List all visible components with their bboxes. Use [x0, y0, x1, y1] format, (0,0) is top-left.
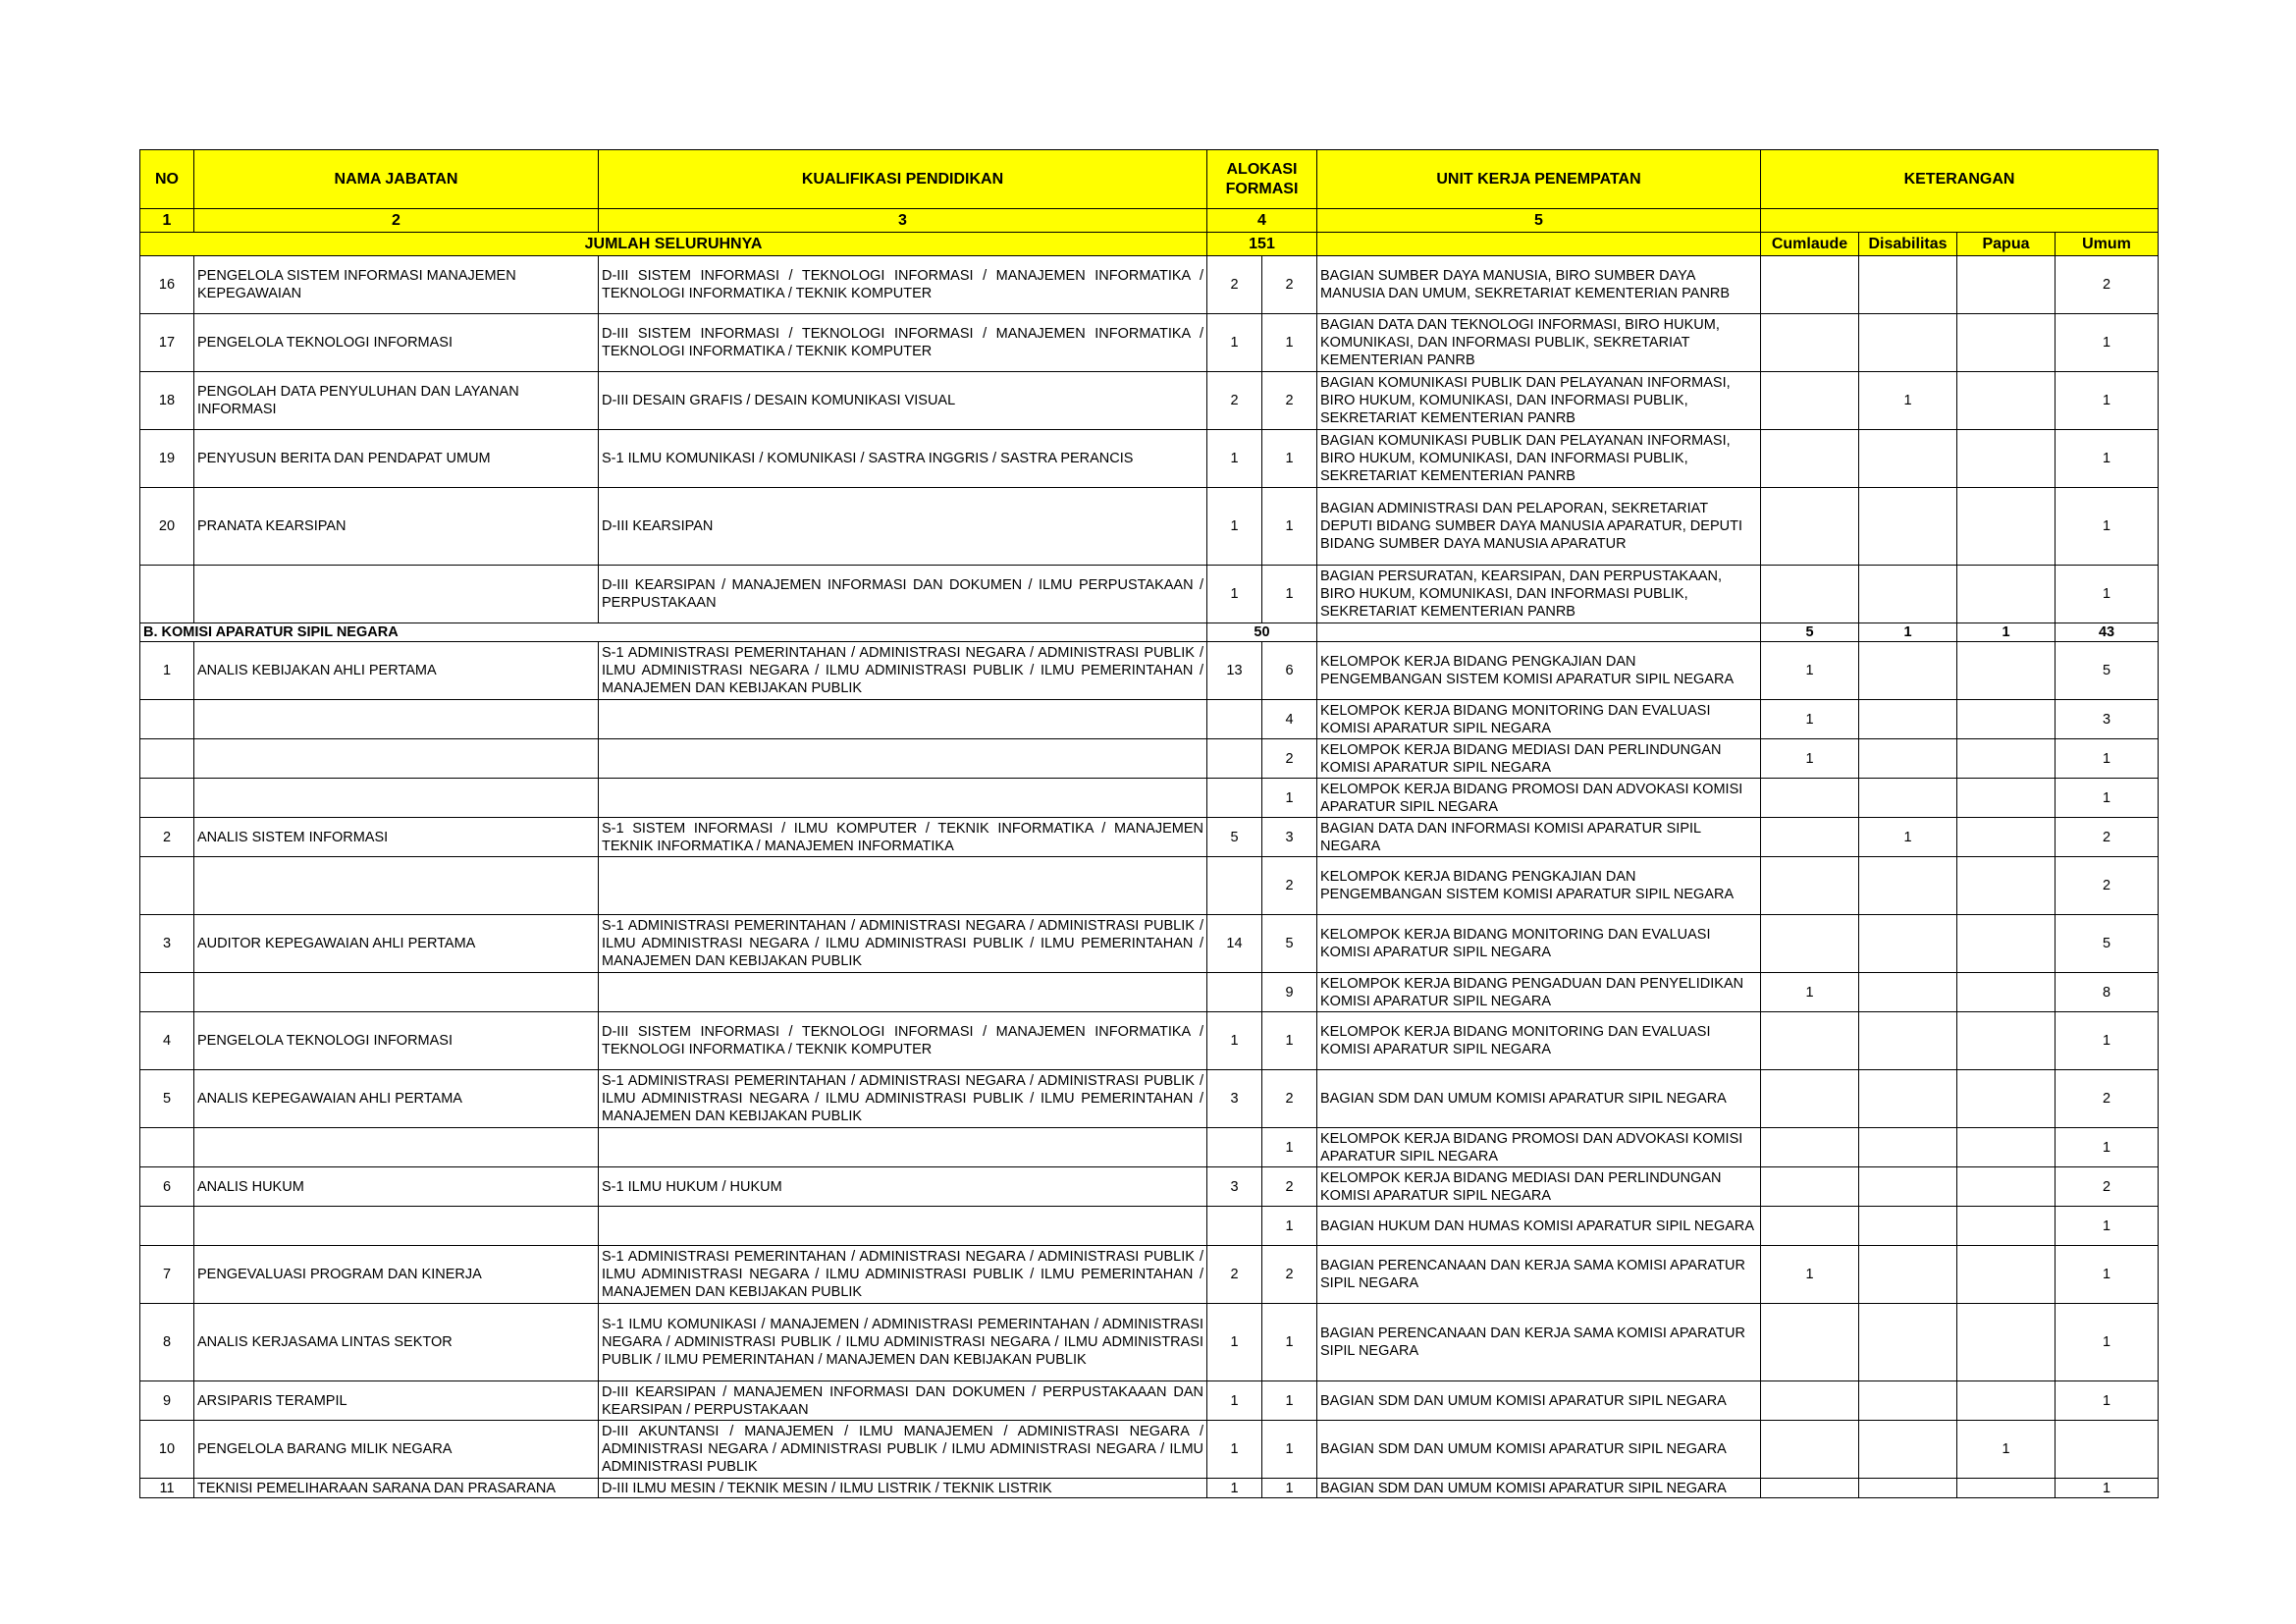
row-kualifikasi: D-III AKUNTANSI / MANAJEMEN / ILMU MANAJEMEN / ADMINISTRASI NEGARA / ADMINISTRASI NEGARA / ADMINISTRASI PUBLIK / ILMU ADMINISTRASI NEGARA / ILMU ADMINISTRASI PUBLIK — [599, 1421, 1207, 1479]
row-cumlaude — [1761, 857, 1859, 915]
row-kualifikasi — [599, 857, 1207, 915]
row-cumlaude: 1 — [1761, 739, 1859, 779]
row-disabilitas — [1859, 700, 1957, 739]
row-nama-jabatan: PENGEVALUASI PROGRAM DAN KINERJA — [194, 1246, 599, 1304]
row-alokasi-unit: 1 — [1262, 1304, 1317, 1381]
row-unit-kerja: BAGIAN DATA DAN INFORMASI KOMISI APARATUR SIPIL NEGARA — [1317, 818, 1761, 857]
row-alokasi-unit: 2 — [1262, 857, 1317, 915]
row-alokasi-total — [1207, 857, 1262, 915]
row-cumlaude — [1761, 1479, 1859, 1498]
row-nama-jabatan: ANALIS KEPEGAWAIAN AHLI PERTAMA — [194, 1070, 599, 1128]
row-alokasi-unit: 1 — [1262, 779, 1317, 818]
row-alokasi-total: 1 — [1207, 1304, 1262, 1381]
subheader-disabilitas: Disabilitas — [1859, 233, 1957, 256]
row-alokasi-unit: 2 — [1262, 739, 1317, 779]
section-b-row — [140, 623, 2159, 642]
table-row — [140, 973, 2159, 1012]
row-kualifikasi: D-III SISTEM INFORMASI / TEKNOLOGI INFORMASI / MANAJEMEN INFORMATIKA / TEKNOLOGI INFORMATIKA / TEKNIK KOMPUTER — [599, 256, 1207, 314]
row-no — [140, 857, 194, 915]
row-cumlaude — [1761, 1304, 1859, 1381]
total-value: 151 — [1207, 233, 1317, 256]
row-no: 10 — [140, 1421, 194, 1479]
row-no: 4 — [140, 1012, 194, 1070]
row-no — [140, 973, 194, 1012]
row-nama-jabatan — [194, 857, 599, 915]
row-no: 6 — [140, 1167, 194, 1207]
row-alokasi-unit: 1 — [1262, 1421, 1317, 1479]
row-kualifikasi: D-III DESAIN GRAFIS / DESAIN KOMUNIKASI VISUAL — [599, 372, 1207, 430]
row-disabilitas — [1859, 779, 1957, 818]
row-nama-jabatan: ARSIPARIS TERAMPIL — [194, 1381, 599, 1421]
row-cumlaude: 1 — [1761, 700, 1859, 739]
row-kualifikasi: D-III SISTEM INFORMASI / TEKNOLOGI INFORMASI / MANAJEMEN INFORMATIKA / TEKNOLOGI INFORMATIKA / TEKNIK KOMPUTER — [599, 314, 1207, 372]
row-alokasi-total: 1 — [1207, 488, 1262, 566]
section-b-cumlaude: 5 — [1761, 623, 1859, 642]
total-label: JUMLAH SELURUHNYA — [140, 233, 1207, 256]
row-alokasi-total: 13 — [1207, 642, 1262, 700]
row-kualifikasi: S-1 ADMINISTRASI PEMERINTAHAN / ADMINISTRASI NEGARA / ADMINISTRASI PUBLIK / ILMU ADMINISTRASI NEGARA / ILMU ADMINISTRASI PUBLIK / ILMU PEMERINTAHAN / MANAJEMEN DAN KEBIJAKAN PUBLIK — [599, 642, 1207, 700]
table-row — [140, 642, 2159, 700]
row-alokasi-unit: 1 — [1262, 566, 1317, 623]
row-nama-jabatan: TEKNISI PEMELIHARAAN SARANA DAN PRASARANA — [194, 1479, 599, 1498]
row-nama-jabatan — [194, 1207, 599, 1246]
row-alokasi-unit: 1 — [1262, 1479, 1317, 1498]
row-unit-kerja: BAGIAN SDM DAN UMUM KOMISI APARATUR SIPIL NEGARA — [1317, 1381, 1761, 1421]
row-umum: 1 — [2056, 566, 2159, 623]
row-umum: 1 — [2056, 1128, 2159, 1167]
section-b-blank — [1317, 623, 1761, 642]
row-nama-jabatan: ANALIS KEBIJAKAN AHLI PERTAMA — [194, 642, 599, 700]
row-nama-jabatan: ANALIS HUKUM — [194, 1167, 599, 1207]
row-disabilitas — [1859, 1207, 1957, 1246]
row-cumlaude — [1761, 372, 1859, 430]
row-unit-kerja: BAGIAN SUMBER DAYA MANUSIA, BIRO SUMBER DAYA MANUSIA DAN UMUM, SEKRETARIAT KEMENTERIAN PANRB — [1317, 256, 1761, 314]
row-umum: 8 — [2056, 973, 2159, 1012]
row-cumlaude — [1761, 1012, 1859, 1070]
row-papua — [1957, 857, 2056, 915]
row-alokasi-unit: 4 — [1262, 700, 1317, 739]
col-number-5: 5 — [1317, 209, 1761, 233]
row-kualifikasi: D-III ILMU MESIN / TEKNIK MESIN / ILMU LISTRIK / TEKNIK LISTRIK — [599, 1479, 1207, 1498]
row-nama-jabatan — [194, 566, 599, 623]
row-cumlaude — [1761, 256, 1859, 314]
col-number-4: 4 — [1207, 209, 1317, 233]
row-cumlaude — [1761, 1421, 1859, 1479]
row-alokasi-unit: 1 — [1262, 1012, 1317, 1070]
header-unit-kerja: UNIT KERJA PENEMPATAN — [1317, 150, 1761, 209]
row-unit-kerja: BAGIAN KOMUNIKASI PUBLIK DAN PELAYANAN INFORMASI, BIRO HUKUM, KOMUNIKASI, DAN INFORMASI PUBLIK, SEKRETARIAT KEMENTERIAN PANRB — [1317, 430, 1761, 488]
row-umum: 5 — [2056, 915, 2159, 973]
row-unit-kerja: BAGIAN SDM DAN UMUM KOMISI APARATUR SIPIL NEGARA — [1317, 1479, 1761, 1498]
row-disabilitas: 1 — [1859, 818, 1957, 857]
row-papua — [1957, 1246, 2056, 1304]
row-umum: 1 — [2056, 488, 2159, 566]
row-umum: 1 — [2056, 430, 2159, 488]
row-unit-kerja: BAGIAN PERSURATAN, KEARSIPAN, DAN PERPUSTAKAAN, BIRO HUKUM, KOMUNIKASI, DAN INFORMASI PUBLIK, SEKRETARIAT KEMENTERIAN PANRB — [1317, 566, 1761, 623]
row-alokasi-total: 1 — [1207, 1421, 1262, 1479]
row-kualifikasi: S-1 ILMU KOMUNIKASI / MANAJEMEN / ADMINISTRASI PEMERINTAHAN / ADMINISTRASI NEGARA / ADMINISTRASI PUBLIK / ILMU ADMINISTRASI NEGARA / ILMU ADMINISTRASI PUBLIK / ILMU PEMERINTAHAN / MANAJEMEN DAN KEBIJAKAN PUBLIK — [599, 1304, 1207, 1381]
row-unit-kerja: KELOMPOK KERJA BIDANG MONITORING DAN EVALUASI KOMISI APARATUR SIPIL NEGARA — [1317, 1012, 1761, 1070]
row-no — [140, 700, 194, 739]
table-row — [140, 1381, 2159, 1421]
column-number-row — [140, 209, 2159, 233]
header-nama-jabatan: NAMA JABATAN — [194, 150, 599, 209]
row-no — [140, 739, 194, 779]
row-alokasi-total — [1207, 739, 1262, 779]
row-alokasi-total: 1 — [1207, 314, 1262, 372]
row-no: 18 — [140, 372, 194, 430]
row-no — [140, 566, 194, 623]
row-kualifikasi: D-III KEARSIPAN / MANAJEMEN INFORMASI DAN DOKUMEN / PERPUSTAKAAAN DAN KEARSIPAN / PERPUSTAKAAN — [599, 1381, 1207, 1421]
row-no: 19 — [140, 430, 194, 488]
row-nama-jabatan — [194, 739, 599, 779]
row-disabilitas — [1859, 739, 1957, 779]
row-cumlaude — [1761, 314, 1859, 372]
row-alokasi-total — [1207, 973, 1262, 1012]
row-unit-kerja: BAGIAN DATA DAN TEKNOLOGI INFORMASI, BIRO HUKUM, KOMUNIKASI, DAN INFORMASI PUBLIK, SEKRETARIAT KEMENTERIAN PANRB — [1317, 314, 1761, 372]
row-alokasi-unit: 2 — [1262, 372, 1317, 430]
row-no: 2 — [140, 818, 194, 857]
row-nama-jabatan: ANALIS SISTEM INFORMASI — [194, 818, 599, 857]
row-alokasi-unit: 1 — [1262, 488, 1317, 566]
row-umum: 2 — [2056, 857, 2159, 915]
row-papua — [1957, 739, 2056, 779]
row-cumlaude: 1 — [1761, 1246, 1859, 1304]
row-alokasi-unit: 2 — [1262, 1246, 1317, 1304]
row-alokasi-unit: 1 — [1262, 1381, 1317, 1421]
section-b-total: 50 — [1207, 623, 1317, 642]
row-kualifikasi: S-1 ADMINISTRASI PEMERINTAHAN / ADMINISTRASI NEGARA / ADMINISTRASI PUBLIK / ILMU ADMINISTRASI NEGARA / ILMU ADMINISTRASI PUBLIK / ILMU PEMERINTAHAN / MANAJEMEN DAN KEBIJAKAN PUBLIK — [599, 1070, 1207, 1128]
row-disabilitas — [1859, 1128, 1957, 1167]
row-papua — [1957, 1304, 2056, 1381]
row-alokasi-unit: 9 — [1262, 973, 1317, 1012]
row-kualifikasi: S-1 SISTEM INFORMASI / ILMU KOMPUTER / TEKNIK INFORMATIKA / MANAJEMEN TEKNIK INFORMATIKA / MANAJEMEN INFORMATIKA — [599, 818, 1207, 857]
table-row — [140, 256, 2159, 314]
row-unit-kerja: KELOMPOK KERJA BIDANG PENGADUAN DAN PENYELIDIKAN KOMISI APARATUR SIPIL NEGARA — [1317, 973, 1761, 1012]
row-no: 9 — [140, 1381, 194, 1421]
row-kualifikasi — [599, 973, 1207, 1012]
row-alokasi-unit: 3 — [1262, 818, 1317, 857]
row-kualifikasi — [599, 1207, 1207, 1246]
row-papua — [1957, 1167, 2056, 1207]
row-umum: 1 — [2056, 1246, 2159, 1304]
row-disabilitas — [1859, 1246, 1957, 1304]
row-alokasi-unit: 1 — [1262, 1128, 1317, 1167]
row-disabilitas — [1859, 1304, 1957, 1381]
row-alokasi-total: 3 — [1207, 1070, 1262, 1128]
row-alokasi-total: 3 — [1207, 1167, 1262, 1207]
row-kualifikasi — [599, 700, 1207, 739]
row-alokasi-unit: 1 — [1262, 430, 1317, 488]
subheader-umum: Umum — [2056, 233, 2159, 256]
row-umum: 3 — [2056, 700, 2159, 739]
row-no: 1 — [140, 642, 194, 700]
row-papua — [1957, 973, 2056, 1012]
row-cumlaude — [1761, 1207, 1859, 1246]
row-cumlaude — [1761, 779, 1859, 818]
row-unit-kerja: BAGIAN HUKUM DAN HUMAS KOMISI APARATUR SIPIL NEGARA — [1317, 1207, 1761, 1246]
row-nama-jabatan: PENGELOLA TEKNOLOGI INFORMASI — [194, 314, 599, 372]
row-cumlaude: 1 — [1761, 973, 1859, 1012]
col-number-3: 3 — [599, 209, 1207, 233]
row-disabilitas — [1859, 1012, 1957, 1070]
row-umum: 1 — [2056, 1381, 2159, 1421]
row-umum: 2 — [2056, 1167, 2159, 1207]
table-row — [140, 779, 2159, 818]
row-no: 16 — [140, 256, 194, 314]
row-alokasi-total: 1 — [1207, 1381, 1262, 1421]
subheader-papua: Papua — [1957, 233, 2056, 256]
row-alokasi-unit: 2 — [1262, 1167, 1317, 1207]
table-row — [140, 1167, 2159, 1207]
row-nama-jabatan: PENGELOLA SISTEM INFORMASI MANAJEMEN KEPEGAWAIAN — [194, 256, 599, 314]
row-cumlaude: 1 — [1761, 642, 1859, 700]
row-no: 17 — [140, 314, 194, 372]
row-disabilitas — [1859, 314, 1957, 372]
row-nama-jabatan: PRANATA KEARSIPAN — [194, 488, 599, 566]
section-b-papua: 1 — [1957, 623, 2056, 642]
row-alokasi-total: 1 — [1207, 430, 1262, 488]
row-alokasi-total: 5 — [1207, 818, 1262, 857]
row-kualifikasi: S-1 ILMU HUKUM / HUKUM — [599, 1167, 1207, 1207]
row-no: 7 — [140, 1246, 194, 1304]
row-umum: 1 — [2056, 739, 2159, 779]
row-nama-jabatan: ANALIS KERJASAMA LINTAS SEKTOR — [194, 1304, 599, 1381]
row-umum: 2 — [2056, 1070, 2159, 1128]
row-cumlaude — [1761, 915, 1859, 973]
row-papua — [1957, 372, 2056, 430]
row-no — [140, 1128, 194, 1167]
row-unit-kerja: BAGIAN SDM DAN UMUM KOMISI APARATUR SIPIL NEGARA — [1317, 1070, 1761, 1128]
row-disabilitas — [1859, 566, 1957, 623]
row-papua — [1957, 256, 2056, 314]
row-unit-kerja: KELOMPOK KERJA BIDANG MEDIASI DAN PERLINDUNGAN KOMISI APARATUR SIPIL NEGARA — [1317, 739, 1761, 779]
row-kualifikasi: S-1 ADMINISTRASI PEMERINTAHAN / ADMINISTRASI NEGARA / ADMINISTRASI PUBLIK / ILMU ADMINISTRASI NEGARA / ILMU ADMINISTRASI PUBLIK / ILMU PEMERINTAHAN / MANAJEMEN DAN KEBIJAKAN PUBLIK — [599, 1246, 1207, 1304]
row-disabilitas — [1859, 488, 1957, 566]
row-alokasi-unit: 6 — [1262, 642, 1317, 700]
table-row — [140, 566, 2159, 623]
row-unit-kerja: KELOMPOK KERJA BIDANG PROMOSI DAN ADVOKASI KOMISI APARATUR SIPIL NEGARA — [1317, 1128, 1761, 1167]
section-b-disabilitas: 1 — [1859, 623, 1957, 642]
table-row — [140, 1421, 2159, 1479]
row-papua — [1957, 1012, 2056, 1070]
col-number-2: 2 — [194, 209, 599, 233]
row-nama-jabatan: PENGELOLA TEKNOLOGI INFORMASI — [194, 1012, 599, 1070]
row-disabilitas — [1859, 642, 1957, 700]
row-no: 3 — [140, 915, 194, 973]
row-unit-kerja: KELOMPOK KERJA BIDANG PENGKAJIAN DAN PENGEMBANGAN SISTEM KOMISI APARATUR SIPIL NEGARA — [1317, 642, 1761, 700]
row-papua — [1957, 1479, 2056, 1498]
row-umum: 1 — [2056, 1479, 2159, 1498]
row-papua — [1957, 430, 2056, 488]
row-cumlaude — [1761, 430, 1859, 488]
header-no: NO — [140, 150, 194, 209]
header-alokasi: ALOKASI FORMASI — [1207, 150, 1317, 209]
row-umum: 1 — [2056, 372, 2159, 430]
row-kualifikasi — [599, 779, 1207, 818]
row-disabilitas — [1859, 1070, 1957, 1128]
row-nama-jabatan — [194, 973, 599, 1012]
row-alokasi-unit: 5 — [1262, 915, 1317, 973]
row-no: 20 — [140, 488, 194, 566]
row-no — [140, 779, 194, 818]
row-no — [140, 1207, 194, 1246]
row-papua — [1957, 488, 2056, 566]
row-cumlaude — [1761, 488, 1859, 566]
row-disabilitas — [1859, 1381, 1957, 1421]
row-alokasi-total — [1207, 700, 1262, 739]
row-disabilitas — [1859, 857, 1957, 915]
row-umum: 2 — [2056, 818, 2159, 857]
row-umum: 2 — [2056, 256, 2159, 314]
row-alokasi-total — [1207, 1128, 1262, 1167]
row-disabilitas — [1859, 1479, 1957, 1498]
table-row — [140, 700, 2159, 739]
row-disabilitas — [1859, 1167, 1957, 1207]
table-row — [140, 314, 2159, 372]
row-unit-kerja: KELOMPOK KERJA BIDANG MONITORING DAN EVALUASI KOMISI APARATUR SIPIL NEGARA — [1317, 700, 1761, 739]
row-nama-jabatan: PENYUSUN BERITA DAN PENDAPAT UMUM — [194, 430, 599, 488]
row-unit-kerja: KELOMPOK KERJA BIDANG PENGKAJIAN DAN PENGEMBANGAN SISTEM KOMISI APARATUR SIPIL NEGARA — [1317, 857, 1761, 915]
row-alokasi-unit: 2 — [1262, 256, 1317, 314]
row-kualifikasi: D-III SISTEM INFORMASI / TEKNOLOGI INFORMASI / MANAJEMEN INFORMATIKA / TEKNOLOGI INFORMATIKA / TEKNIK KOMPUTER — [599, 1012, 1207, 1070]
row-nama-jabatan — [194, 779, 599, 818]
row-unit-kerja: KELOMPOK KERJA BIDANG MEDIASI DAN PERLINDUNGAN KOMISI APARATUR SIPIL NEGARA — [1317, 1167, 1761, 1207]
row-alokasi-total: 1 — [1207, 1012, 1262, 1070]
table-row — [140, 739, 2159, 779]
subheader-cumlaude: Cumlaude — [1761, 233, 1859, 256]
row-umum — [2056, 1421, 2159, 1479]
section-b-label: B. KOMISI APARATUR SIPIL NEGARA — [140, 623, 1207, 642]
total-blank — [1317, 233, 1761, 256]
row-unit-kerja: KELOMPOK KERJA BIDANG MONITORING DAN EVALUASI KOMISI APARATUR SIPIL NEGARA — [1317, 915, 1761, 973]
row-papua — [1957, 314, 2056, 372]
row-papua — [1957, 1381, 2056, 1421]
row-alokasi-total — [1207, 1207, 1262, 1246]
row-papua — [1957, 1128, 2056, 1167]
col-number-blank — [1761, 209, 2159, 233]
row-alokasi-total: 2 — [1207, 256, 1262, 314]
row-kualifikasi: D-III KEARSIPAN / MANAJEMEN INFORMASI DAN DOKUMEN / ILMU PERPUSTAKAAN / PERPUSTAKAAN — [599, 566, 1207, 623]
row-papua — [1957, 1207, 2056, 1246]
header-row — [140, 150, 2159, 209]
row-alokasi-total: 1 — [1207, 1479, 1262, 1498]
row-disabilitas: 1 — [1859, 372, 1957, 430]
row-papua — [1957, 642, 2056, 700]
row-cumlaude — [1761, 1128, 1859, 1167]
row-kualifikasi — [599, 739, 1207, 779]
row-alokasi-total — [1207, 779, 1262, 818]
row-kualifikasi: S-1 ADMINISTRASI PEMERINTAHAN / ADMINISTRASI NEGARA / ADMINISTRASI PUBLIK / ILMU ADMINISTRASI NEGARA / ILMU ADMINISTRASI PUBLIK / ILMU PEMERINTAHAN / MANAJEMEN DAN KEBIJAKAN PUBLIK — [599, 915, 1207, 973]
table-row — [140, 1070, 2159, 1128]
header-kualifikasi: KUALIFIKASI PENDIDIKAN — [599, 150, 1207, 209]
row-nama-jabatan: AUDITOR KEPEGAWAIAN AHLI PERTAMA — [194, 915, 599, 973]
section-b-umum: 43 — [2056, 623, 2159, 642]
row-no: 5 — [140, 1070, 194, 1128]
row-alokasi-unit: 1 — [1262, 314, 1317, 372]
row-unit-kerja: BAGIAN SDM DAN UMUM KOMISI APARATUR SIPIL NEGARA — [1317, 1421, 1761, 1479]
formation-table — [139, 149, 2159, 1498]
row-unit-kerja: BAGIAN KOMUNIKASI PUBLIK DAN PELAYANAN INFORMASI, BIRO HUKUM, KOMUNIKASI, DAN INFORMASI PUBLIK, SEKRETARIAT KEMENTERIAN PANRB — [1317, 372, 1761, 430]
row-cumlaude — [1761, 1167, 1859, 1207]
table-row — [140, 1207, 2159, 1246]
row-disabilitas — [1859, 915, 1957, 973]
row-alokasi-total: 1 — [1207, 566, 1262, 623]
row-alokasi-total: 14 — [1207, 915, 1262, 973]
row-unit-kerja: BAGIAN ADMINISTRASI DAN PELAPORAN, SEKRETARIAT DEPUTI BIDANG SUMBER DAYA MANUSIA APARATUR, DEPUTI BIDANG SUMBER DAYA MANUSIA APARATUR — [1317, 488, 1761, 566]
table-row — [140, 372, 2159, 430]
table-row — [140, 1012, 2159, 1070]
row-unit-kerja: KELOMPOK KERJA BIDANG PROMOSI DAN ADVOKASI KOMISI APARATUR SIPIL NEGARA — [1317, 779, 1761, 818]
row-nama-jabatan: PENGELOLA BARANG MILIK NEGARA — [194, 1421, 599, 1479]
row-kualifikasi — [599, 1128, 1207, 1167]
row-umum: 1 — [2056, 1207, 2159, 1246]
row-disabilitas — [1859, 256, 1957, 314]
col-number-1: 1 — [140, 209, 194, 233]
row-papua: 1 — [1957, 1421, 2056, 1479]
row-disabilitas — [1859, 973, 1957, 1012]
row-kualifikasi: S-1 ILMU KOMUNIKASI / KOMUNIKASI / SASTRA INGGRIS / SASTRA PERANCIS — [599, 430, 1207, 488]
table-row — [140, 857, 2159, 915]
table-row — [140, 818, 2159, 857]
row-disabilitas — [1859, 1421, 1957, 1479]
row-unit-kerja: BAGIAN PERENCANAAN DAN KERJA SAMA KOMISI APARATUR SIPIL NEGARA — [1317, 1246, 1761, 1304]
row-cumlaude — [1761, 1070, 1859, 1128]
row-papua — [1957, 566, 2056, 623]
header-keterangan: KETERANGAN — [1761, 150, 2159, 209]
row-nama-jabatan — [194, 1128, 599, 1167]
row-no: 8 — [140, 1304, 194, 1381]
row-alokasi-unit: 1 — [1262, 1207, 1317, 1246]
row-umum: 1 — [2056, 1304, 2159, 1381]
row-nama-jabatan — [194, 700, 599, 739]
row-alokasi-total: 2 — [1207, 1246, 1262, 1304]
row-kualifikasi: D-III KEARSIPAN — [599, 488, 1207, 566]
row-cumlaude — [1761, 1381, 1859, 1421]
row-papua — [1957, 915, 2056, 973]
row-disabilitas — [1859, 430, 1957, 488]
table-row — [140, 430, 2159, 488]
row-umum: 5 — [2056, 642, 2159, 700]
table-row — [140, 488, 2159, 566]
row-nama-jabatan: PENGOLAH DATA PENYULUHAN DAN LAYANAN INFORMASI — [194, 372, 599, 430]
row-papua — [1957, 818, 2056, 857]
row-alokasi-unit: 2 — [1262, 1070, 1317, 1128]
table-row — [140, 1479, 2159, 1498]
total-row — [140, 233, 2159, 256]
table-row — [140, 1304, 2159, 1381]
row-cumlaude — [1761, 566, 1859, 623]
row-papua — [1957, 700, 2056, 739]
row-alokasi-total: 2 — [1207, 372, 1262, 430]
row-umum: 1 — [2056, 314, 2159, 372]
table-row — [140, 1246, 2159, 1304]
row-no: 11 — [140, 1479, 194, 1498]
row-papua — [1957, 1070, 2056, 1128]
row-cumlaude — [1761, 818, 1859, 857]
table-row — [140, 1128, 2159, 1167]
row-unit-kerja: BAGIAN PERENCANAAN DAN KERJA SAMA KOMISI APARATUR SIPIL NEGARA — [1317, 1304, 1761, 1381]
row-umum: 1 — [2056, 1012, 2159, 1070]
row-umum: 1 — [2056, 779, 2159, 818]
table-row — [140, 915, 2159, 973]
row-papua — [1957, 779, 2056, 818]
